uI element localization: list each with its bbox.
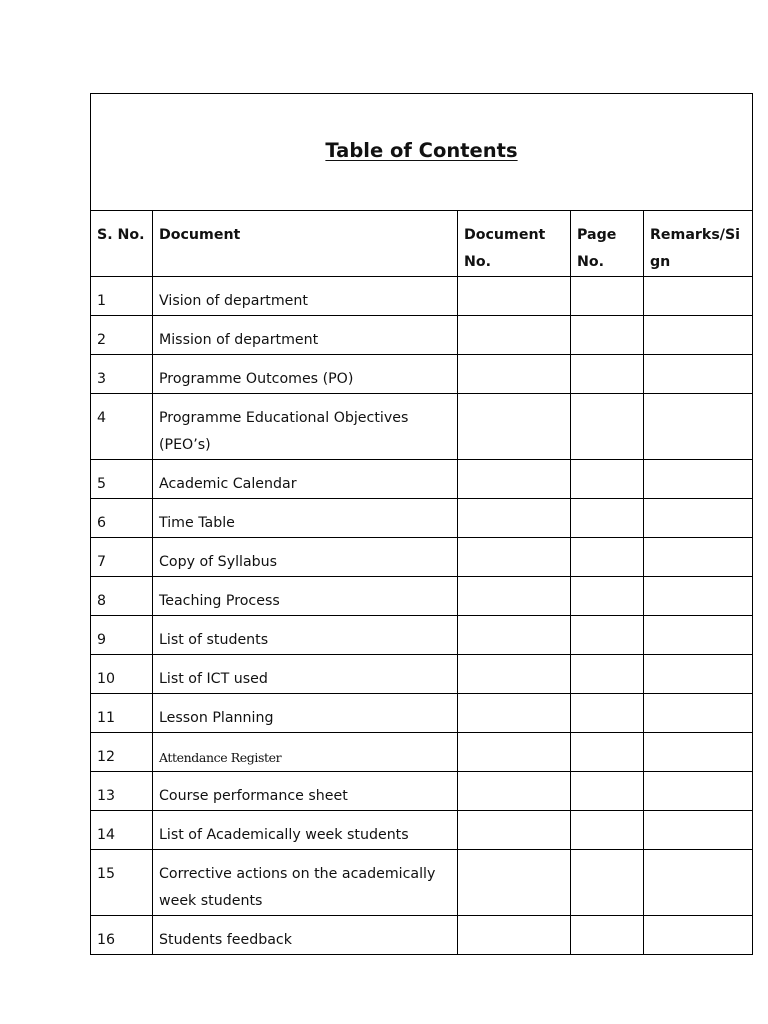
row-document: Programme Outcomes (PO) bbox=[153, 355, 458, 394]
row-sno: 9 bbox=[91, 616, 153, 655]
row-document-no bbox=[458, 916, 571, 955]
row-remarks bbox=[644, 694, 753, 733]
row-page-no bbox=[571, 655, 644, 694]
table-row bbox=[91, 655, 753, 694]
row-document: Academic Calendar bbox=[153, 460, 458, 499]
row-remarks bbox=[644, 850, 753, 916]
row-remarks bbox=[644, 394, 753, 460]
row-remarks bbox=[644, 577, 753, 616]
table-row bbox=[91, 916, 753, 955]
row-sno: 2 bbox=[91, 316, 153, 355]
table-row bbox=[91, 577, 753, 616]
table-row bbox=[91, 460, 753, 499]
table-row bbox=[91, 772, 753, 811]
row-document: Programme Educational Objectives (PEO’s) bbox=[153, 394, 458, 460]
table-row bbox=[91, 850, 753, 916]
row-document-no bbox=[458, 616, 571, 655]
row-page-no bbox=[571, 577, 644, 616]
row-document-no bbox=[458, 850, 571, 916]
page-title: Table of Contents bbox=[325, 139, 518, 162]
header-row bbox=[91, 211, 753, 277]
row-document-no bbox=[458, 577, 571, 616]
row-sno: 7 bbox=[91, 538, 153, 577]
row-remarks bbox=[644, 655, 753, 694]
row-sno: 13 bbox=[91, 772, 153, 811]
row-sno: 11 bbox=[91, 694, 153, 733]
row-document-no bbox=[458, 811, 571, 850]
row-page-no bbox=[571, 733, 644, 772]
row-page-no bbox=[571, 499, 644, 538]
row-page-no bbox=[571, 394, 644, 460]
row-page-no bbox=[571, 772, 644, 811]
row-document: List of Academically week students bbox=[153, 811, 458, 850]
title-row bbox=[91, 94, 753, 211]
row-document-no bbox=[458, 355, 571, 394]
row-document: Attendance Register bbox=[153, 733, 458, 772]
row-page-no bbox=[571, 460, 644, 499]
row-document-no bbox=[458, 733, 571, 772]
header-page-no: Page No. bbox=[571, 211, 644, 277]
table-row bbox=[91, 316, 753, 355]
row-remarks bbox=[644, 733, 753, 772]
table-row bbox=[91, 277, 753, 316]
row-document: Students feedback bbox=[153, 916, 458, 955]
row-document: List of students bbox=[153, 616, 458, 655]
row-remarks bbox=[644, 616, 753, 655]
table-row bbox=[91, 394, 753, 460]
row-document: Teaching Process bbox=[153, 577, 458, 616]
row-page-no bbox=[571, 616, 644, 655]
row-page-no bbox=[571, 316, 644, 355]
row-document-no bbox=[458, 394, 571, 460]
row-document-no bbox=[458, 277, 571, 316]
table-row bbox=[91, 355, 753, 394]
table-body bbox=[91, 277, 753, 955]
row-document-no bbox=[458, 460, 571, 499]
row-sno: 8 bbox=[91, 577, 153, 616]
row-page-no bbox=[571, 811, 644, 850]
row-remarks bbox=[644, 460, 753, 499]
row-document: Lesson Planning bbox=[153, 694, 458, 733]
row-document: Vision of department bbox=[153, 277, 458, 316]
row-document-no bbox=[458, 499, 571, 538]
row-remarks bbox=[644, 499, 753, 538]
header-document-no: Document No. bbox=[458, 211, 571, 277]
row-remarks bbox=[644, 916, 753, 955]
row-page-no bbox=[571, 277, 644, 316]
header-document: Document bbox=[153, 211, 458, 277]
row-remarks bbox=[644, 277, 753, 316]
title-cell bbox=[91, 94, 753, 211]
row-remarks bbox=[644, 538, 753, 577]
table-of-contents bbox=[90, 93, 753, 955]
row-page-no bbox=[571, 916, 644, 955]
row-document-no bbox=[458, 655, 571, 694]
row-remarks bbox=[644, 316, 753, 355]
row-document-no bbox=[458, 772, 571, 811]
row-sno: 1 bbox=[91, 277, 153, 316]
row-remarks bbox=[644, 811, 753, 850]
row-sno: 12 bbox=[91, 733, 153, 772]
row-page-no bbox=[571, 694, 644, 733]
row-sno: 5 bbox=[91, 460, 153, 499]
row-document: Copy of Syllabus bbox=[153, 538, 458, 577]
row-document: List of ICT used bbox=[153, 655, 458, 694]
row-document: Time Table bbox=[153, 499, 458, 538]
table-row bbox=[91, 616, 753, 655]
row-document: Mission of department bbox=[153, 316, 458, 355]
table-row bbox=[91, 694, 753, 733]
row-document: Corrective actions on the academically week students bbox=[153, 850, 458, 916]
table-row bbox=[91, 811, 753, 850]
row-remarks bbox=[644, 355, 753, 394]
header-sno: S. No. bbox=[91, 211, 153, 277]
row-document-no bbox=[458, 316, 571, 355]
row-sno: 16 bbox=[91, 916, 153, 955]
row-page-no bbox=[571, 850, 644, 916]
row-sno: 15 bbox=[91, 850, 153, 916]
row-page-no bbox=[571, 355, 644, 394]
row-document: Course performance sheet bbox=[153, 772, 458, 811]
row-document-no bbox=[458, 694, 571, 733]
row-sno: 4 bbox=[91, 394, 153, 460]
table-row bbox=[91, 733, 753, 772]
row-sno: 14 bbox=[91, 811, 153, 850]
table-row bbox=[91, 538, 753, 577]
header-remarks: Remarks/Sign bbox=[644, 211, 753, 277]
row-remarks bbox=[644, 772, 753, 811]
table-row bbox=[91, 499, 753, 538]
row-document-no bbox=[458, 538, 571, 577]
row-sno: 10 bbox=[91, 655, 153, 694]
row-page-no bbox=[571, 538, 644, 577]
row-sno: 6 bbox=[91, 499, 153, 538]
row-sno: 3 bbox=[91, 355, 153, 394]
